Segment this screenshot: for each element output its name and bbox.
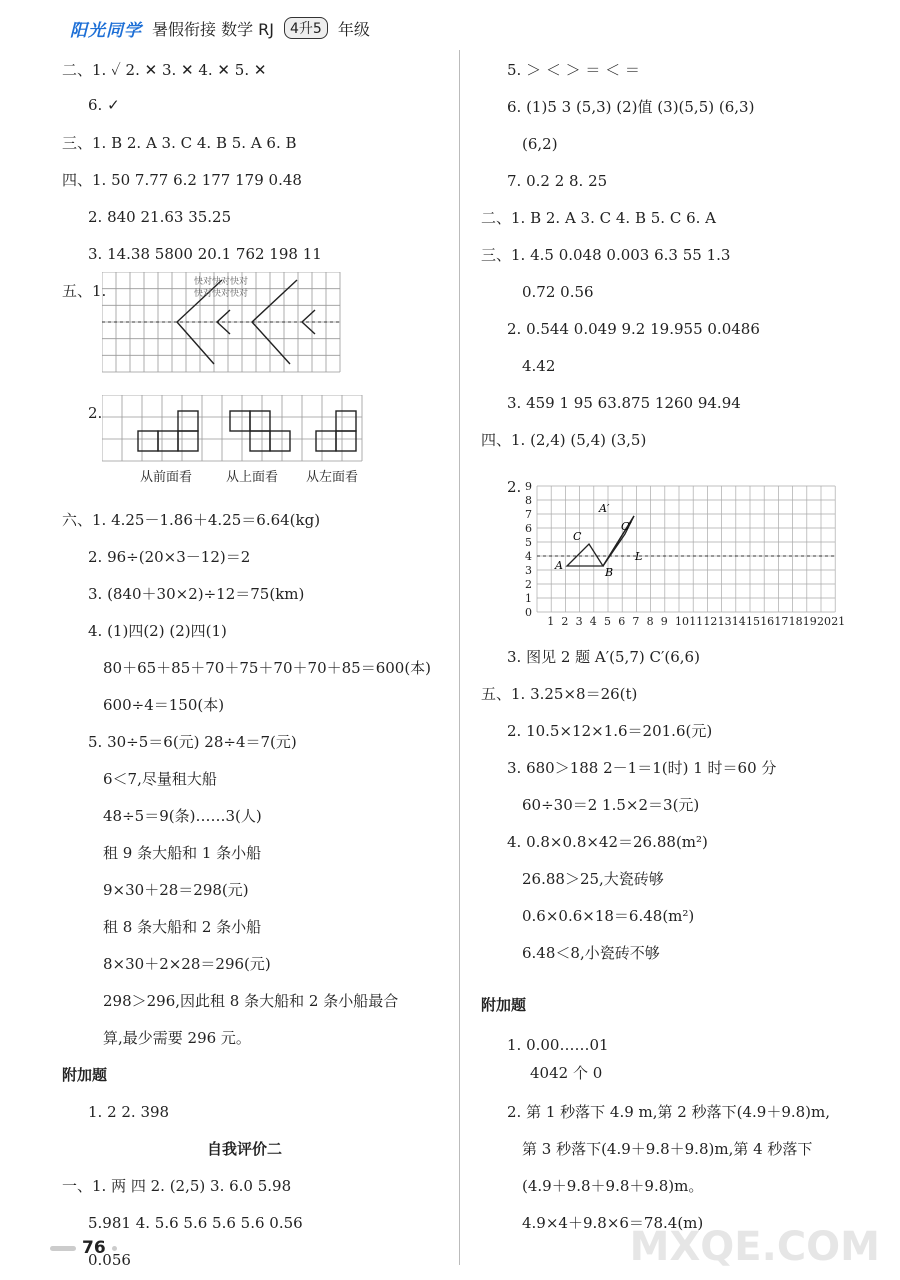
right-answer-line: 0.72 0.56 [522, 283, 594, 301]
right-answer-line: (4.9＋9.8＋9.8＋9.8)m。 [522, 1177, 704, 1195]
brand-logo: 阳光同学 [70, 20, 142, 41]
left-answer-line: 一、1. 两 四 2. (2,5) 3. 6.0 5.98 [62, 1177, 292, 1195]
right-answer-line: 7. 0.2 2 8. 25 [507, 172, 608, 190]
pt-A: A [555, 559, 563, 572]
y-tick-label: 5 [525, 536, 532, 549]
x-tick-label: 1 [547, 615, 555, 628]
symmetry-grid-figure [102, 272, 442, 384]
right-answer-line: 二、1. B 2. A 3. C 4. B 5. C 6. A [481, 209, 716, 227]
pt-B: B [605, 566, 614, 579]
left-answer-line: 5.981 4. 5.6 5.6 5.6 5.6 0.56 [88, 1214, 303, 1232]
site-watermark: MXQE.COM [629, 1224, 880, 1270]
right-answer-line: 3. 459 1 95 63.875 1260 94.94 [507, 394, 741, 412]
left-answer-line: 算,最少需要 296 元。 [103, 1029, 251, 1047]
left-answer-line: 6. ✓ [88, 96, 120, 114]
right-answer-line: 0.6×0.6×18＝6.48(m²) [522, 907, 695, 925]
y-tick-label: 3 [525, 564, 532, 577]
right-answer-line: 2. 0.544 0.049 9.2 19.955 0.0486 [507, 320, 760, 338]
right-answer-line: 4. 0.8×0.8×42＝26.88(m²) [507, 833, 708, 851]
right-answer-line: 2. [507, 478, 522, 496]
grade-suffix: 年级 [337, 19, 370, 39]
left-answer-line: 48÷5＝9(条)……3(人) [103, 807, 262, 825]
x-tick-label: 16 [760, 615, 775, 628]
y-tick-label: 9 [525, 480, 532, 493]
right-answer-line: 3. 680＞188 2－1＝1(时) 1 时＝60 分 [507, 759, 777, 777]
column-divider [459, 50, 460, 1265]
left-answer-line: 自我评价二 [207, 1140, 283, 1158]
left-answer-line: 6＜7,尽量租大船 [103, 770, 217, 788]
page-bar-decoration [50, 1246, 76, 1251]
right-answer-line: 2. 第 1 秒落下 4.9 m,第 2 秒落下(4.9＋9.8)m, [507, 1103, 831, 1121]
x-tick-label: 20 [817, 615, 831, 628]
line-L: L [635, 550, 643, 563]
right-answer-line: 5. ＞ ＜ ＞ ＝ ＜ ＝ [507, 61, 640, 79]
right-answer-line: 1. 0.00……01 [507, 1036, 609, 1054]
right-answer-line: 6. (1)5 3 (5,3) (2)值 (3)(5,5) (6,3) [507, 98, 755, 116]
right-answer-line: 4042 个 0 [530, 1064, 603, 1082]
view-top-label: 从上面看 [226, 470, 279, 485]
fig-note-1: 快对快对快对 [194, 277, 249, 287]
right-answer-line: 3. 图见 2 题 A′(5,7) C′(6,6) [507, 648, 700, 666]
pt-C-prime: C′ [621, 520, 632, 533]
view-front-label: 从前面看 [140, 470, 193, 485]
x-tick-label: 18 [788, 615, 803, 628]
left-answer-line: 4. (1)四(2) (2)四(1) [88, 622, 227, 640]
view-left-label: 从左面看 [306, 470, 359, 485]
x-tick-label: 8 [646, 615, 654, 628]
x-tick-label: 2 [561, 615, 569, 628]
y-tick-label: 7 [525, 508, 532, 521]
page-number-text: 76 [82, 1238, 106, 1258]
x-tick-label: 10 [675, 615, 689, 628]
left-answer-line: 附加题 [62, 1066, 108, 1084]
left-answer-line: 9×30＋28＝298(元) [103, 881, 249, 899]
x-tick-label: 9 [660, 615, 668, 628]
y-tick-label: 0 [525, 606, 532, 619]
left-answer-line: 298＞296,因此租 8 条大船和 2 条小船最合 [103, 992, 399, 1010]
x-tick-label: 3 [575, 615, 583, 628]
left-answer-line: 5. 30÷5＝6(元) 28÷4＝7(元) [88, 733, 297, 751]
x-tick-label: 21 [831, 615, 845, 628]
left-answer-line: 1. 2 2. 398 [88, 1103, 170, 1121]
right-answer-line: 6.48＜8,小瓷砖不够 [522, 944, 660, 962]
y-tick-label: 8 [525, 494, 532, 507]
left-answer-line: 租 9 条大船和 1 条小船 [103, 844, 262, 862]
x-tick-label: 15 [746, 615, 760, 628]
book-title: 暑假衔接 数学 RJ [152, 19, 275, 39]
left-answer-line: 2. [88, 404, 103, 422]
right-answer-line: 第 3 秒落下(4.9＋9.8＋9.8)m,第 4 秒落下 [522, 1140, 813, 1158]
fig-note-2: 快对快对快对 [194, 289, 249, 299]
x-tick-label: 11 [689, 615, 704, 628]
left-answer-line: 80＋65＋85＋70＋75＋70＋70＋85＝600(本) [103, 659, 432, 677]
y-tick-label: 1 [525, 592, 532, 605]
left-answer-line: 8×30＋2×28＝296(元) [103, 955, 271, 973]
x-tick-label: 7 [632, 615, 640, 628]
left-answer-line: 2. 96÷(20×3－12)＝2 [88, 548, 251, 566]
grade-badge: 4升5 [284, 17, 328, 39]
right-answer-line: 2. 10.5×12×1.6＝201.6(元) [507, 722, 713, 740]
x-tick-label: 19 [802, 615, 817, 628]
left-answer-line: 租 8 条大船和 2 条小船 [103, 918, 262, 936]
right-answer-line: 4.9×4＋9.8×6＝78.4(m) [522, 1214, 704, 1232]
page-header [70, 14, 370, 42]
coordinate-grid-figure [515, 478, 845, 628]
left-answer-line: 五、1. [62, 282, 107, 300]
left-answer-line: 二、1. ✓ 2. ✕ 3. ✕ 4. ✕ 5. ✕ [62, 61, 267, 79]
page-dot-decoration [112, 1246, 117, 1251]
left-answer-line: 六、1. 4.25－1.86＋4.25＝6.64(kg) [62, 511, 321, 529]
right-answer-line: 四、1. (2,4) (5,4) (3,5) [481, 431, 647, 449]
right-answer-line: 26.88＞25,大瓷砖够 [522, 870, 664, 888]
x-tick-label: 14 [731, 615, 746, 628]
left-answer-line: 2. 840 21.63 35.25 [88, 208, 232, 226]
left-answer-line: 600÷4＝150(本) [103, 696, 225, 714]
y-tick-label: 4 [525, 550, 532, 563]
x-tick-label: 5 [604, 615, 611, 628]
right-answer-line: 60÷30＝2 1.5×2＝3(元) [522, 796, 700, 814]
x-tick-label: 12 [703, 615, 718, 628]
pt-C: C [573, 530, 582, 543]
page-number [50, 1238, 117, 1258]
three-view-figure [102, 395, 364, 487]
left-answer-line: 四、1. 50 7.77 6.2 177 179 0.48 [62, 171, 302, 189]
x-tick-label: 17 [774, 615, 789, 628]
y-tick-label: 2 [525, 578, 532, 591]
right-answer-line: 附加题 [481, 996, 527, 1014]
right-answer-line: 三、1. 4.5 0.048 0.003 6.3 55 1.3 [481, 246, 731, 264]
right-answer-line: (6,2) [522, 135, 558, 153]
left-answer-line: 3. 14.38 5800 20.1 762 198 11 [88, 245, 322, 263]
pt-A-prime: A′ [599, 502, 610, 515]
x-tick-label: 6 [618, 615, 626, 628]
y-tick-label: 6 [525, 522, 532, 535]
left-answer-line: 3. (840＋30×2)÷12＝75(km) [88, 585, 305, 603]
x-tick-label: 13 [717, 615, 732, 628]
right-answer-line: 4.42 [522, 357, 556, 375]
left-answer-line: 三、1. B 2. A 3. C 4. B 5. A 6. B [62, 134, 297, 152]
right-answer-line: 五、1. 3.25×8＝26(t) [481, 685, 638, 703]
x-tick-label: 4 [589, 615, 597, 628]
left-answer-line: 0.056 [88, 1251, 131, 1269]
